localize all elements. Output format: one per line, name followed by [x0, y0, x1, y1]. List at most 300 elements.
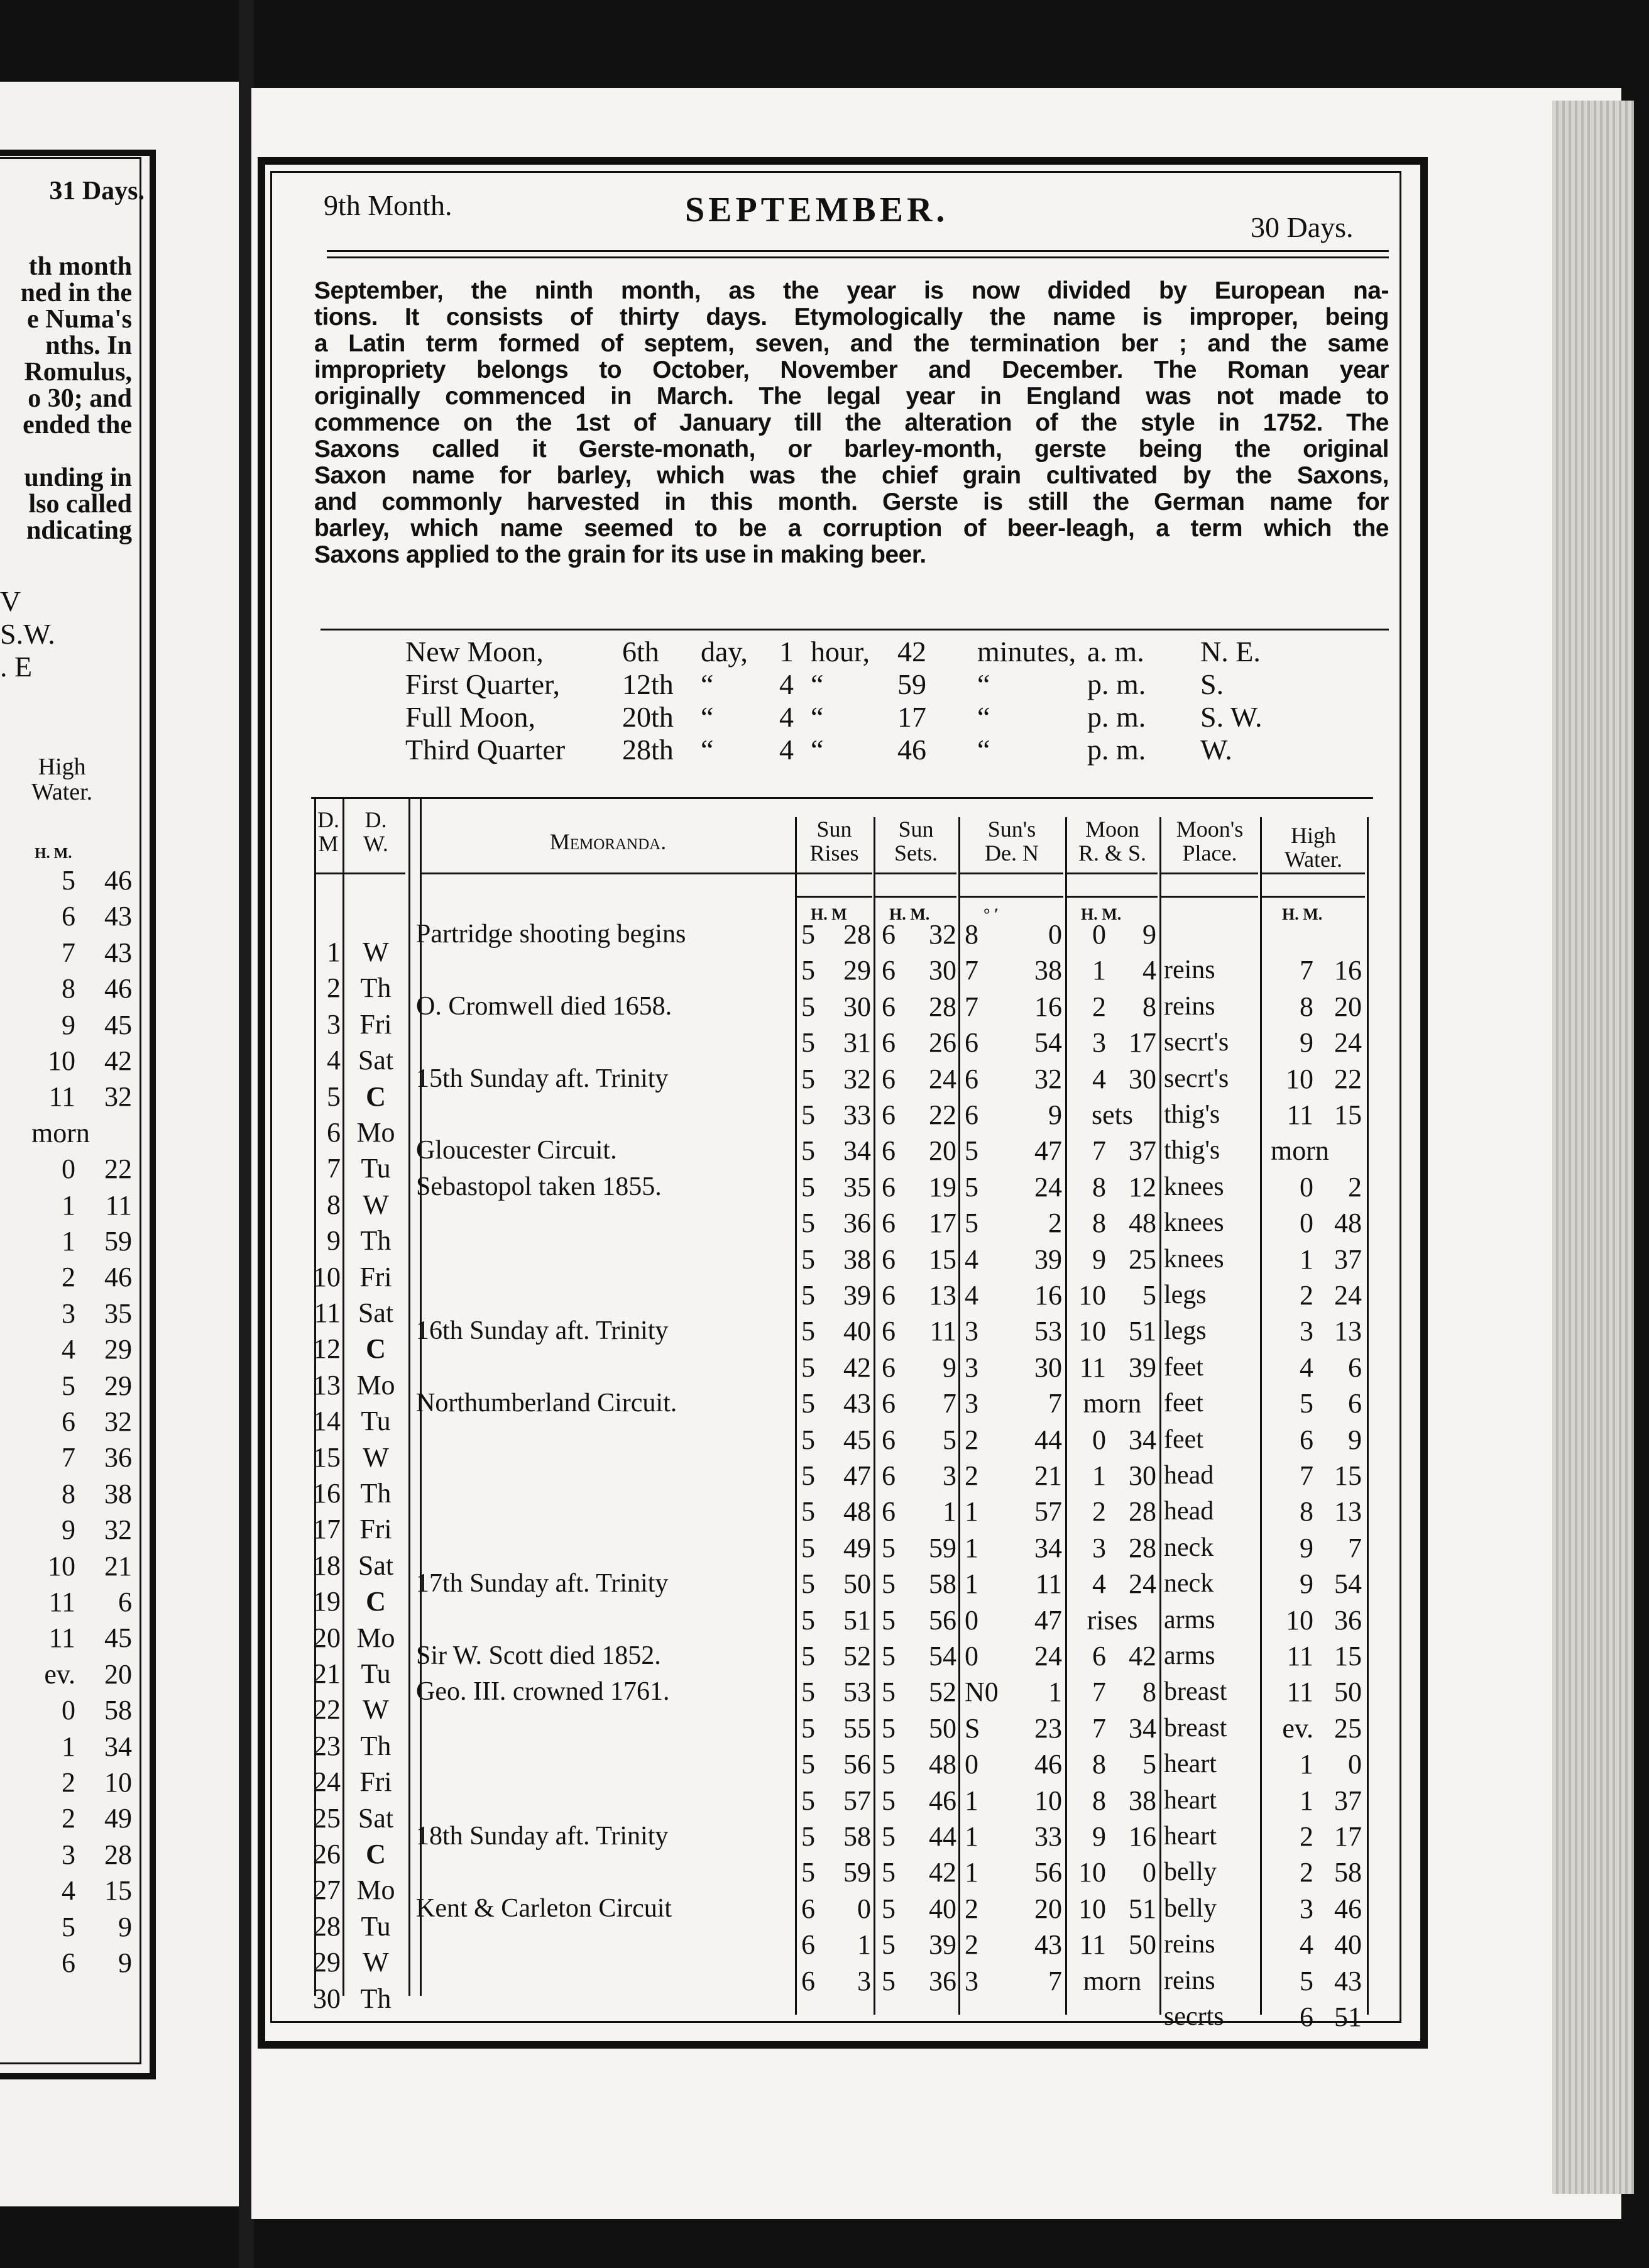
left-page-wind: S.W. [0, 618, 55, 650]
declination-minutes: 24 [1034, 1171, 1062, 1203]
sunset-minute: 19 [929, 1171, 956, 1203]
moon-phase-min: 59 [897, 668, 926, 700]
moon-hour: 10 [1078, 1857, 1106, 1888]
high-water-hour: 6 [1300, 2001, 1313, 2032]
moon-phase-hlabel: “ [811, 701, 824, 733]
day-of-week: Fri [359, 1008, 392, 1040]
header-underline-2 [1262, 896, 1365, 898]
sunrise-hour: 5 [801, 1027, 815, 1059]
left-page-hw-hour: 7 [62, 937, 75, 968]
day-of-month: 28 [313, 1910, 341, 1942]
left-page-hw-minute: 28 [104, 1839, 132, 1870]
high-water-minute: 6 [1348, 1388, 1362, 1419]
high-water-hour: 2 [1300, 1821, 1313, 1852]
moon-minute: 16 [1129, 1821, 1156, 1852]
moon-place: thig's [1164, 1136, 1220, 1165]
sunrise-hour: 5 [801, 1424, 815, 1455]
moon-hour: 7 [1092, 1676, 1106, 1708]
sunset-minute: 40 [929, 1893, 956, 1924]
moon-minute: 24 [1129, 1568, 1156, 1600]
moon-hour: 0 [1092, 919, 1106, 950]
day-of-week: Tu [361, 1910, 391, 1942]
sunset-hour: 5 [882, 1676, 896, 1708]
moon-minute: 8 [1142, 1676, 1156, 1708]
sub-sun-rises: H. M [811, 905, 847, 923]
sunrise-hour: 5 [801, 1388, 815, 1419]
sunrise-minute: 59 [843, 1857, 871, 1888]
moon-hour: 4 [1092, 1063, 1106, 1094]
left-page-hw-sub: H. M. [35, 845, 72, 862]
high-water-minute: 24 [1334, 1280, 1362, 1311]
day-of-month: 14 [313, 1406, 341, 1437]
sunset-hour: 6 [882, 919, 896, 950]
day-of-week: W [363, 1947, 389, 1978]
sunset-minute: 24 [929, 1063, 956, 1094]
sunrise-minute: 52 [843, 1641, 871, 1671]
declination-degrees: 3 [965, 1388, 978, 1419]
high-water-hour: 10 [1286, 1063, 1313, 1094]
high-water-hour: 1 [1300, 1243, 1313, 1275]
sunset-minute: 58 [929, 1568, 956, 1600]
sunset-hour: 6 [882, 1063, 896, 1094]
day-of-month: 25 [313, 1802, 341, 1834]
left-page-hw-hour: 4 [62, 1334, 75, 1365]
intro-line: commence on the 1st of January till the alteration of the style in 1752. The [314, 409, 1389, 436]
moon-phase-min: 46 [897, 734, 926, 766]
declination-minutes: 20 [1034, 1893, 1062, 1924]
high-water-minute: 7 [1348, 1532, 1362, 1563]
day-of-week: C [366, 1333, 386, 1365]
left-page-hw-minute: 46 [104, 1262, 132, 1293]
moon-phase-mlabel: “ [977, 701, 990, 733]
memorandum: 17th Sunday aft. Trinity [416, 1569, 669, 1599]
memorandum: Kent & Carleton Circuit [416, 1893, 672, 1923]
high-water-hour: 3 [1300, 1893, 1313, 1924]
declination-degrees: 5 [965, 1208, 978, 1239]
sunrise-minute: 35 [843, 1171, 871, 1203]
left-page-hw-minute: 32 [104, 1514, 132, 1546]
memorandum: 15th Sunday aft. Trinity [416, 1064, 669, 1093]
day-of-week: Th [360, 972, 392, 1004]
day-of-week: Th [360, 1983, 392, 2014]
moon-place: breast [1164, 1713, 1227, 1742]
declination-degrees: 6 [965, 1063, 978, 1094]
left-page-hw-hour: 9 [62, 1514, 75, 1546]
moon-phase-ampm: a. m. [1087, 636, 1144, 668]
sunset-hour: 5 [882, 1929, 896, 1961]
sunrise-minute: 36 [843, 1208, 871, 1239]
sunrise-hour: 5 [801, 1532, 815, 1563]
left-page-hw-minute: 10 [104, 1767, 132, 1798]
day-of-week: Fri [359, 1766, 392, 1798]
day-of-month: 13 [313, 1369, 341, 1401]
moon-minute: 34 [1129, 1712, 1156, 1744]
sunset-minute: 46 [929, 1785, 956, 1816]
moon-place: head [1164, 1461, 1214, 1490]
high-water-minute: 0 [1348, 1749, 1362, 1780]
moon-place: reins [1164, 955, 1215, 985]
sunset-hour: 6 [882, 991, 896, 1022]
declination-minutes: 9 [1048, 1099, 1062, 1130]
day-of-week: C [366, 1839, 386, 1869]
moon-hour: 10 [1078, 1280, 1106, 1311]
declination-degrees: 3 [965, 1965, 978, 1996]
left-page-hw-hour: 11 [48, 1587, 75, 1617]
day-of-week: Sat [358, 1297, 394, 1328]
moon-phase-hlabel: hour, [811, 636, 870, 668]
sunrise-hour: 5 [801, 919, 815, 950]
sunrise-hour: 6 [801, 1965, 815, 1996]
left-page-hw-minute: 58 [104, 1695, 132, 1726]
sunset-hour: 6 [882, 1027, 896, 1059]
sunset-minute: 48 [929, 1749, 956, 1780]
header-underline-2 [960, 896, 1063, 898]
moon-rise-set: rises [1087, 1604, 1138, 1636]
left-page-hw-hour: 0 [62, 1695, 75, 1726]
declination-degrees: 3 [965, 1316, 978, 1347]
sunrise-hour: 5 [801, 1821, 815, 1852]
sunset-hour: 6 [882, 1388, 896, 1419]
high-water-hour: 5 [1300, 1965, 1313, 1996]
sunrise-minute: 33 [843, 1099, 871, 1130]
left-page-hw-minute: 20 [104, 1658, 132, 1690]
day-of-month: 7 [327, 1153, 341, 1184]
left-page [0, 82, 239, 2206]
left-page-text-line: e Numa's [27, 305, 132, 334]
day-of-month: 10 [313, 1261, 341, 1292]
sunset-hour: 6 [882, 1316, 896, 1347]
moon-hour: 1 [1092, 1460, 1106, 1491]
left-page-hw-hour: 5 [62, 865, 75, 896]
declination-minutes: 47 [1034, 1135, 1062, 1167]
sunset-hour: 6 [882, 1424, 896, 1455]
moon-phase-hlabel: “ [811, 668, 824, 700]
sunset-minute: 52 [929, 1676, 956, 1708]
sunrise-hour: 5 [801, 1604, 815, 1636]
header-underline-2 [875, 896, 956, 898]
left-page-text-line: ndicating [26, 516, 132, 545]
declination-degrees: S [965, 1712, 980, 1744]
memorandum: Sir W. Scott died 1852. [416, 1641, 661, 1670]
header-high-water: High Water. [1284, 823, 1343, 872]
day-of-month: 17 [313, 1514, 341, 1545]
day-of-month: 15 [313, 1441, 341, 1473]
sunset-minute: 5 [943, 1424, 956, 1455]
left-page-hw-minute: 35 [104, 1297, 132, 1329]
day-of-month: 20 [313, 1622, 341, 1653]
declination-degrees: 6 [965, 1099, 978, 1130]
header-underline-2 [797, 896, 872, 898]
high-water-minute: 15 [1334, 1099, 1362, 1130]
high-water-hour: 7 [1300, 955, 1313, 986]
sunset-hour: 6 [882, 1280, 896, 1311]
sunset-minute: 20 [929, 1135, 956, 1167]
sunrise-minute: 58 [843, 1821, 871, 1852]
moon-place: feet [1164, 1352, 1203, 1382]
left-page-hw-hour: 1 [62, 1731, 75, 1762]
left-page-hw-hour: 10 [48, 1045, 75, 1076]
high-water-hour: ev. [1282, 1712, 1313, 1744]
moon-hour: 11 [1079, 1929, 1106, 1961]
high-water-hour: 11 [1286, 1676, 1313, 1708]
moon-place: neck [1164, 1569, 1214, 1599]
moon-place: secrt's [1164, 1064, 1229, 1093]
day-of-month: 23 [313, 1730, 341, 1761]
intro-line: a Latin term formed of septem, seven, and the termination ber ; and the same [314, 330, 1389, 357]
sunset-minute: 9 [943, 1351, 956, 1383]
left-page-hw-hour: 5 [62, 1370, 75, 1401]
declination-degrees: 5 [965, 1135, 978, 1167]
declination-degrees: 2 [965, 1460, 978, 1491]
left-page-hw-hour: 6 [62, 901, 75, 932]
moon-place: belly [1164, 1858, 1217, 1887]
left-page-hw-minute: 22 [104, 1153, 132, 1185]
sunrise-minute: 57 [843, 1785, 871, 1816]
moon-hour: 7 [1092, 1135, 1106, 1167]
sunrise-minute: 47 [843, 1460, 871, 1491]
left-page-text-line: unding in [24, 463, 132, 492]
declination-degrees: 1 [965, 1568, 978, 1600]
declination-minutes: 24 [1034, 1641, 1062, 1671]
moon-hour: 7 [1092, 1712, 1106, 1744]
left-page-hw-minute: 29 [104, 1370, 132, 1401]
header-underline-2 [1161, 896, 1258, 898]
sunset-hour: 6 [882, 1099, 896, 1130]
moon-rise-set: morn [1083, 1965, 1142, 1996]
declination-minutes: 43 [1034, 1929, 1062, 1961]
declination-minutes: 32 [1034, 1063, 1062, 1094]
high-water-hour: 2 [1300, 1857, 1313, 1888]
left-page-header: 31 Days. [49, 177, 145, 206]
moon-place: reins [1164, 1930, 1215, 1959]
left-page-hw-minute: 9 [118, 1911, 132, 1942]
moon-minute: 17 [1129, 1027, 1156, 1059]
memorandum: Gloucester Circuit. [416, 1136, 617, 1165]
day-of-week: Tu [361, 1658, 391, 1689]
declination-minutes: 56 [1034, 1857, 1062, 1888]
sunset-minute: 36 [929, 1965, 956, 1996]
sunrise-hour: 5 [801, 1460, 815, 1491]
column-rule [408, 798, 410, 1996]
moon-hour: 8 [1092, 1749, 1106, 1780]
moon-phase-dlabel: day, [701, 636, 748, 668]
declination-minutes: 53 [1034, 1316, 1062, 1347]
moon-phase-min: 42 [897, 636, 926, 668]
moon-hour: 9 [1092, 1821, 1106, 1852]
left-page-hw-minute: 9 [118, 1947, 132, 1978]
sunrise-minute: 28 [843, 919, 871, 950]
moon-place: legs [1164, 1280, 1207, 1309]
moon-minute: 42 [1129, 1641, 1156, 1671]
moon-phase-phase: New Moon, [405, 636, 544, 668]
moon-place: arms [1164, 1605, 1215, 1634]
sunrise-hour: 5 [801, 1280, 815, 1311]
memorandum: O. Cromwell died 1658. [416, 991, 672, 1021]
left-page-hw-minute: 45 [104, 1622, 132, 1654]
sunset-hour: 6 [882, 1496, 896, 1528]
header-underline [344, 873, 405, 874]
high-water-minute: 37 [1334, 1243, 1362, 1275]
sunset-minute: 13 [929, 1280, 956, 1311]
day-of-week: W [363, 1441, 389, 1473]
sunrise-hour: 5 [801, 1676, 815, 1708]
moon-place: legs [1164, 1316, 1207, 1346]
sunset-hour: 6 [882, 955, 896, 986]
intro-line: Saxons called it Gerste-monath, or barley-month, gerste being the original [314, 436, 1389, 463]
sunset-hour: 5 [882, 1568, 896, 1600]
moon-hour: 2 [1092, 991, 1106, 1022]
moon-place: feet [1164, 1424, 1203, 1454]
day-of-week: Tu [361, 1153, 391, 1184]
high-water-minute: 6 [1348, 1351, 1362, 1383]
sunset-hour: 5 [882, 1532, 896, 1563]
sunrise-minute: 48 [843, 1496, 871, 1528]
left-page-hw-hour: 0 [62, 1153, 75, 1185]
moon-hour: 2 [1092, 1496, 1106, 1528]
day-of-week: W [363, 1189, 389, 1220]
high-water-minute: 51 [1334, 2001, 1362, 2032]
moon-phase-phase: Full Moon, [405, 701, 536, 733]
moon-place: neck [1164, 1533, 1214, 1562]
moon-phase-day: 12th [622, 668, 674, 700]
moon-minute: 28 [1129, 1532, 1156, 1563]
sunset-minute: 1 [943, 1496, 956, 1528]
sunset-hour: 5 [882, 1785, 896, 1816]
moon-minute: 30 [1129, 1460, 1156, 1491]
moon-minute: 4 [1142, 955, 1156, 986]
left-page-hw-heading: High Water. [31, 754, 93, 805]
sunset-hour: 5 [882, 1641, 896, 1671]
day-of-month: 9 [327, 1225, 341, 1257]
header-sun-sets: Sun Sets. [894, 817, 938, 866]
moon-place: feet [1164, 1389, 1203, 1418]
left-page-hw-minute: 42 [104, 1045, 132, 1076]
sunrise-hour: 5 [801, 1712, 815, 1744]
day-of-week: Mo [356, 1117, 395, 1148]
memorandum: Northumberland Circuit. [416, 1389, 677, 1418]
moon-phase-day: 6th [622, 636, 659, 668]
declination-degrees: 1 [965, 1821, 978, 1852]
sunrise-minute: 42 [843, 1351, 871, 1383]
moon-phase-wind: S. [1200, 668, 1224, 700]
moon-phase-mlabel: “ [977, 668, 990, 700]
day-of-week: Sat [358, 1045, 394, 1076]
declination-minutes: 47 [1034, 1604, 1062, 1636]
sunrise-minute: 45 [843, 1424, 871, 1455]
sunset-minute: 56 [929, 1604, 956, 1636]
memorandum: Partridge shooting begins [416, 920, 686, 949]
moon-phase-ampm: p. m. [1087, 734, 1146, 766]
day-of-week: Sat [358, 1802, 394, 1834]
header-underline [797, 873, 872, 874]
declination-minutes: 34 [1034, 1532, 1062, 1563]
moon-phase-day: 28th [622, 734, 674, 766]
high-water-minute: 48 [1334, 1208, 1362, 1239]
column-rule [958, 817, 960, 2015]
declination-minutes: 7 [1048, 1388, 1062, 1419]
intro-line: September, the ninth month, as the year is now divided by European na- [314, 277, 1389, 304]
high-water-hour: 2 [1300, 1280, 1313, 1311]
left-page-hw-minute: 34 [104, 1731, 132, 1762]
left-page-hw-hour: 3 [62, 1839, 75, 1870]
sunset-hour: 6 [882, 1460, 896, 1491]
high-water-minute: 54 [1334, 1568, 1362, 1600]
declination-minutes: 2 [1048, 1208, 1062, 1239]
moon-place: knees [1164, 1208, 1224, 1238]
day-of-month: 16 [313, 1478, 341, 1509]
high-water-hour: 4 [1300, 1929, 1313, 1961]
declination-minutes: 11 [1035, 1568, 1062, 1600]
day-of-week: Mo [356, 1874, 395, 1906]
sunset-minute: 7 [943, 1388, 956, 1419]
header-underline [960, 873, 1063, 874]
sunset-minute: 28 [929, 991, 956, 1022]
high-water-minute: 17 [1334, 1821, 1362, 1852]
sunrise-hour: 5 [801, 1208, 815, 1239]
declination-minutes: 16 [1034, 991, 1062, 1022]
sunrise-minute: 0 [857, 1893, 871, 1924]
left-page-hw-minute: 43 [104, 901, 132, 932]
day-of-week: C [366, 1586, 386, 1617]
day-of-week: Th [360, 1225, 392, 1257]
sunrise-hour: 5 [801, 1316, 815, 1347]
high-water-minute: 40 [1334, 1929, 1362, 1961]
sub-declination: ° ′ [983, 905, 999, 923]
intro-paragraph [314, 278, 1389, 568]
sunset-hour: 6 [882, 1351, 896, 1383]
sunrise-hour: 5 [801, 955, 815, 986]
declination-degrees: 4 [965, 1280, 978, 1311]
left-page-hw-minute: 32 [104, 1081, 132, 1113]
sunset-minute: 15 [929, 1243, 956, 1275]
left-page-wind: V [0, 585, 21, 617]
intro-line: Saxons applied to the grain for its use in making beer. [314, 541, 926, 568]
sunset-minute: 3 [943, 1460, 956, 1491]
column-rule [795, 817, 797, 2015]
moon-place: belly [1164, 1893, 1217, 1923]
moon-phase-day: 20th [622, 701, 674, 733]
sunrise-minute: 30 [843, 991, 871, 1022]
table-top-rule [311, 797, 1373, 799]
day-of-month: 4 [327, 1045, 341, 1076]
left-page-hw-hour: 2 [62, 1803, 75, 1834]
high-water-minute: 20 [1334, 991, 1362, 1022]
month-title: SEPTEMBER. [685, 190, 949, 229]
left-page-hw-minute: 38 [104, 1478, 132, 1509]
left-page-hw-hour: 2 [62, 1767, 75, 1798]
sunrise-hour: 6 [801, 1929, 815, 1961]
moon-minute: 50 [1129, 1929, 1156, 1961]
moon-minute: 30 [1129, 1063, 1156, 1094]
day-of-month: 27 [313, 1874, 341, 1906]
intro-rule [320, 629, 1389, 630]
sunrise-minute: 55 [843, 1712, 871, 1744]
sunrise-hour: 5 [801, 1243, 815, 1275]
high-water-hour: 6 [1300, 1424, 1313, 1455]
moon-minute: 0 [1142, 1857, 1156, 1888]
left-page-text-line: lso called [28, 490, 132, 519]
intro-line: Saxon name for barley, which was the chief grain cultivated by the Saxons, [314, 462, 1389, 489]
moon-place: thig's [1164, 1100, 1220, 1129]
sunrise-minute: 56 [843, 1749, 871, 1780]
sunset-hour: 6 [882, 1243, 896, 1275]
day-of-month: 24 [313, 1766, 341, 1798]
sunset-minute: 30 [929, 955, 956, 986]
high-water-hour: 9 [1300, 1027, 1313, 1059]
sunrise-hour: 5 [801, 1496, 815, 1528]
intro-line: tions. It consists of thirty days. Etymologically the name is improper, being [314, 304, 1389, 331]
sunrise-minute: 29 [843, 955, 871, 986]
